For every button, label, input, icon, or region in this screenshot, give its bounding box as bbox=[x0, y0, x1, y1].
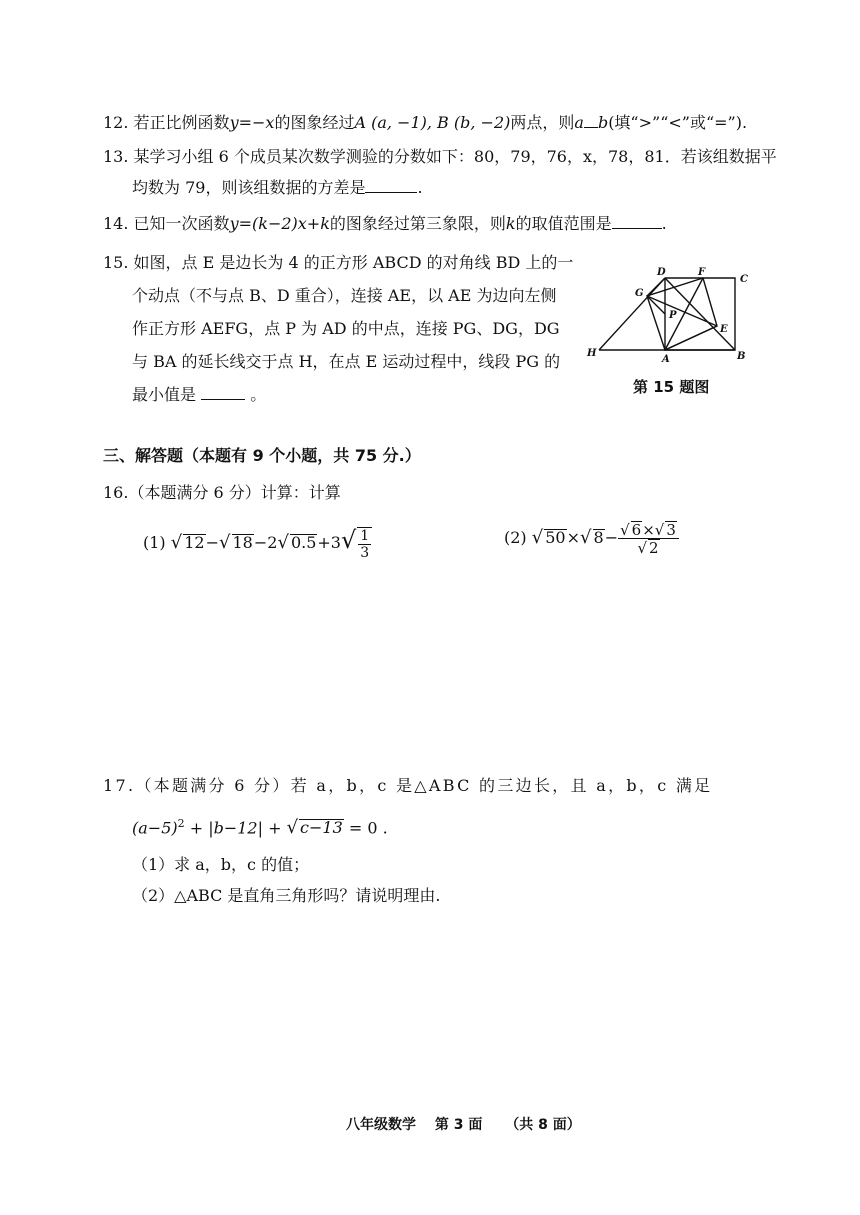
operator: −2 bbox=[253, 533, 278, 552]
math-expression: + |b−12| + bbox=[184, 818, 287, 838]
question-15-line-1 bbox=[103, 252, 573, 274]
question-number: 13. bbox=[103, 147, 129, 166]
answer-blank bbox=[201, 385, 245, 400]
question-number: 15. bbox=[103, 253, 129, 272]
footer-page-number: 第 3 面 bbox=[434, 1117, 483, 1133]
radicand: 3 bbox=[666, 521, 676, 539]
square-aefg bbox=[647, 278, 717, 350]
figure-15-diagram bbox=[585, 266, 765, 366]
question-text: 若正比例函数 bbox=[133, 113, 230, 132]
sqrt-icon: √ bbox=[637, 539, 647, 557]
answer-blank bbox=[365, 178, 417, 193]
question-text: 某学习小组 6 个成员某次数学测验的分数如下：80，79，76，x，78，81．若该组数据平 bbox=[133, 147, 777, 166]
question-15-line-2 bbox=[132, 285, 557, 307]
period: . bbox=[661, 214, 667, 233]
figure-15-caption: 第 15 题图 bbox=[633, 378, 710, 396]
fill-instruction: (填“>”“<”或“=”). bbox=[608, 113, 748, 132]
operator: − bbox=[604, 528, 619, 547]
math-expression: = 0 . bbox=[343, 818, 388, 838]
answer-blank bbox=[584, 113, 598, 128]
sqrt-icon: √ bbox=[286, 817, 299, 839]
period: 。 bbox=[250, 385, 267, 404]
sqrt-icon: √ bbox=[654, 521, 665, 539]
question-text: 如图，点 E 是边长为 4 的正方形 ABCD 的对角线 BD 上的一 bbox=[133, 253, 574, 272]
label-a: A bbox=[662, 354, 670, 365]
question-text: 作正方形 AEFG，点 P 为 AD 的中点，连接 PG、DG，DG bbox=[132, 319, 560, 338]
answer-blank bbox=[612, 214, 662, 229]
question-12 bbox=[103, 112, 747, 134]
question-15-line-4 bbox=[132, 351, 560, 373]
sqrt-icon: √ bbox=[170, 532, 183, 553]
sqrt-icon: √ bbox=[620, 521, 630, 539]
question-text: 与 BA 的延长线交于点 H，在点 E 运动过程中，线段 PG 的 bbox=[132, 352, 561, 371]
footer-subject: 八年级数学 bbox=[346, 1117, 416, 1133]
radicand: c−13 bbox=[300, 818, 343, 838]
question-text: 最小值是 bbox=[132, 385, 197, 404]
sqrt-icon: √ bbox=[340, 526, 357, 554]
math-expression: A (a, −1), B (b, −2) bbox=[354, 113, 511, 132]
fraction bbox=[618, 521, 679, 556]
question-15-line-5 bbox=[132, 384, 266, 406]
label-f: F bbox=[698, 267, 706, 278]
math-variable: k bbox=[505, 214, 516, 233]
label-e: E bbox=[720, 324, 728, 335]
math-expression: (a−5) bbox=[132, 818, 178, 838]
question-16-part-1 bbox=[143, 523, 372, 561]
math-expression: y=−x bbox=[229, 113, 275, 132]
radicand: 0.5 bbox=[290, 533, 317, 552]
question-17-part-2: （2）△ABC 是直角三角形吗？请说明理由. bbox=[132, 886, 441, 905]
math-variable: b bbox=[597, 113, 609, 132]
question-text: 两点，则 bbox=[510, 113, 575, 132]
question-text: 已知一次函数 bbox=[133, 214, 230, 233]
numerator: 1 bbox=[360, 527, 370, 544]
segment-ae bbox=[665, 326, 717, 350]
section-3-title: 三、解答题（本题有 9 个小题，共 75 分.） bbox=[103, 446, 421, 465]
sqrt-icon: √ bbox=[277, 532, 289, 553]
radicand: 50 bbox=[545, 528, 566, 547]
label-g: G bbox=[635, 288, 644, 299]
sqrt-icon: √ bbox=[531, 527, 544, 548]
question-17-part-1: （1）求 a，b，c 的值； bbox=[132, 855, 310, 874]
question-number: 12. bbox=[103, 113, 129, 132]
label-p: P bbox=[669, 310, 677, 321]
question-text: 的取值范围是 bbox=[515, 214, 612, 233]
question-16-part-2 bbox=[504, 521, 679, 556]
fraction bbox=[357, 527, 372, 561]
radicand: 6 bbox=[631, 521, 642, 539]
operator: × bbox=[642, 521, 655, 539]
segment-ge bbox=[647, 296, 717, 326]
label-c: C bbox=[740, 274, 748, 285]
part-label: (2) bbox=[504, 528, 527, 547]
operator: +3 bbox=[317, 533, 341, 552]
period: . bbox=[417, 178, 423, 197]
question-number: 14. bbox=[103, 214, 129, 233]
denominator: 3 bbox=[360, 544, 370, 561]
math-expression: y=(k−2)x+k bbox=[229, 214, 330, 233]
label-h: H bbox=[587, 348, 597, 359]
sqrt-icon: √ bbox=[580, 527, 592, 548]
page-footer bbox=[346, 1114, 581, 1136]
footer-total-pages: （共 8 面） bbox=[505, 1117, 581, 1133]
part-label: (1) bbox=[143, 533, 166, 552]
numerator bbox=[618, 521, 679, 539]
operator: − bbox=[205, 533, 220, 552]
radicand: 2 bbox=[649, 539, 659, 557]
denominator bbox=[618, 539, 679, 556]
radicand: 12 bbox=[184, 533, 205, 552]
exponent: 2 bbox=[177, 817, 185, 830]
question-16-head: 16.（本题满分 6 分）计算：计算 bbox=[103, 483, 341, 502]
question-13-line-2 bbox=[132, 177, 423, 199]
question-text: 的图象经过 bbox=[274, 113, 355, 132]
radicand: 18 bbox=[232, 533, 253, 552]
question-text: 的图象经过第三象限，则 bbox=[329, 214, 506, 233]
question-14 bbox=[103, 213, 667, 235]
question-17-line-1: 17.（本题满分 6 分）若 a，b，c 是△ABC 的三边长，且 a，b，c 满足 bbox=[103, 776, 713, 795]
question-13-line-1 bbox=[103, 146, 777, 168]
operator: × bbox=[566, 528, 581, 547]
question-text: 个动点（不与点 B、D 重合），连接 AE，以 AE 为边向左侧 bbox=[132, 286, 557, 305]
question-17-equation bbox=[132, 813, 388, 839]
radicand: 8 bbox=[593, 528, 604, 547]
question-15-line-3 bbox=[132, 318, 560, 340]
label-d: D bbox=[657, 267, 666, 278]
sqrt-icon: √ bbox=[219, 532, 231, 553]
question-text: 均数为 79，则该组数据的方差是 bbox=[132, 178, 366, 197]
label-b: B bbox=[737, 351, 746, 362]
math-variable: a bbox=[574, 113, 584, 132]
